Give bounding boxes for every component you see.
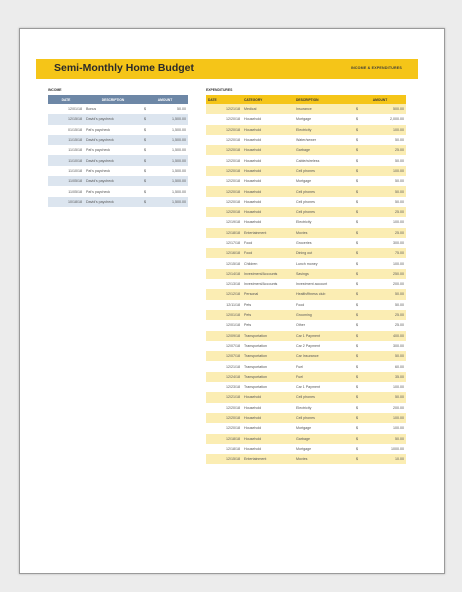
expenditure-description-cell: Groceries	[294, 238, 354, 248]
expenditure-currency-cell: $	[354, 289, 364, 299]
income-section-label: INCOME	[48, 88, 62, 92]
expenditure-date-cell: 12/07/18	[206, 351, 242, 361]
expenditure-row	[206, 228, 406, 238]
expenditure-description-cell: Mortgage	[294, 176, 354, 186]
expenditure-row	[206, 372, 406, 382]
income-description-cell: David's paycheck	[84, 155, 142, 165]
expenditure-date-cell: 12/17/18	[206, 238, 242, 248]
expenditure-date-cell: 12/12/18	[206, 289, 242, 299]
expenditure-amount-cell: 100.00	[364, 217, 406, 227]
expenditure-row	[206, 331, 406, 341]
expenditure-amount-cell: 250.00	[364, 269, 406, 279]
income-header-amount: AMOUNT	[142, 95, 188, 104]
expenditure-row	[206, 145, 406, 155]
expenditure-description-cell: Cell phones	[294, 413, 354, 423]
expenditure-amount-cell: 50.00	[364, 351, 406, 361]
expenditure-description-cell: Cell phones	[294, 166, 354, 176]
income-description-cell: David's paycheck	[84, 197, 142, 207]
expenditure-date-cell: 12/21/18	[206, 104, 242, 114]
expenditure-category-cell: Household	[242, 423, 294, 433]
page-title: Semi-Monthly Home Budget	[54, 62, 195, 74]
income-row	[48, 135, 188, 145]
expenditure-currency-cell: $	[354, 258, 364, 268]
expenditure-category-cell: Household	[242, 434, 294, 444]
expenditure-amount-cell: 25.00	[364, 320, 406, 330]
income-description-cell: Pat's paycheck	[84, 166, 142, 176]
expenditure-description-cell: Movies	[294, 228, 354, 238]
expenditure-description-cell: Health/fitness club	[294, 289, 354, 299]
income-amount-cell: 1,500.00	[152, 186, 188, 196]
expenditure-amount-cell: 25.00	[364, 145, 406, 155]
income-currency-cell: $	[142, 145, 152, 155]
expenditure-row	[206, 279, 406, 289]
expenditure-amount-cell: 25.00	[364, 228, 406, 238]
expenditure-row	[206, 341, 406, 351]
expenditure-date-cell: 12/14/18	[206, 269, 242, 279]
income-row	[48, 166, 188, 176]
expenditure-category-cell: Medical	[242, 104, 294, 114]
expenditure-row	[206, 207, 406, 217]
expenditure-description-cell: Garbage	[294, 145, 354, 155]
expenditure-category-cell: Household	[242, 114, 294, 124]
expenditure-row	[206, 289, 406, 299]
income-table	[48, 95, 188, 207]
expenditure-row	[206, 361, 406, 371]
income-amount-cell: 1,500.00	[152, 166, 188, 176]
expenditures-header-amount: AMOUNT	[354, 95, 406, 104]
expenditure-description-cell: Electricity	[294, 125, 354, 135]
expenditure-row	[206, 382, 406, 392]
income-amount-cell: 1,500.00	[152, 125, 188, 135]
income-amount-cell: 1,500.00	[152, 135, 188, 145]
expenditure-description-cell: Lunch money	[294, 258, 354, 268]
expenditure-currency-cell: $	[354, 320, 364, 330]
income-description-cell: Pat's paycheck	[84, 186, 142, 196]
expenditure-currency-cell: $	[354, 372, 364, 382]
expenditure-description-cell: Investment account	[294, 279, 354, 289]
expenditure-date-cell: 12/01/18	[206, 310, 242, 320]
expenditures-header-row	[206, 95, 406, 104]
expenditure-amount-cell: 100.00	[364, 125, 406, 135]
income-header-description: DESCRIPTION	[84, 95, 142, 104]
expenditure-amount-cell: 75.00	[364, 248, 406, 258]
expenditure-row	[206, 300, 406, 310]
expenditure-currency-cell: $	[354, 238, 364, 248]
expenditure-currency-cell: $	[354, 176, 364, 186]
expenditure-category-cell: Pets	[242, 310, 294, 320]
expenditure-description-cell: Cell phones	[294, 197, 354, 207]
expenditure-category-cell: Household	[242, 392, 294, 402]
expenditure-date-cell: 12/21/18	[206, 361, 242, 371]
expenditure-category-cell: Household	[242, 155, 294, 165]
expenditure-amount-cell: 100.00	[364, 382, 406, 392]
expenditure-currency-cell: $	[354, 155, 364, 165]
expenditure-date-cell: 12/16/18	[206, 248, 242, 258]
expenditure-amount-cell: 35.00	[364, 372, 406, 382]
expenditure-category-cell: Entertainment	[242, 454, 294, 464]
expenditure-amount-cell: 50.00	[364, 300, 406, 310]
expenditure-date-cell: 12/09/18	[206, 331, 242, 341]
expenditure-category-cell: Transportation	[242, 372, 294, 382]
expenditure-row	[206, 413, 406, 423]
expenditure-category-cell: Transportation	[242, 382, 294, 392]
expenditure-date-cell: 12/20/18	[206, 145, 242, 155]
expenditure-date-cell: 12/20/18	[206, 125, 242, 135]
expenditure-category-cell: Household	[242, 166, 294, 176]
income-amount-cell: 1,500.00	[152, 197, 188, 207]
expenditure-amount-cell: 25.00	[364, 310, 406, 320]
expenditure-date-cell: 12/20/18	[206, 166, 242, 176]
expenditure-row	[206, 186, 406, 196]
expenditure-currency-cell: $	[354, 186, 364, 196]
expenditure-category-cell: Food	[242, 248, 294, 258]
expenditure-description-cell: Food	[294, 300, 354, 310]
expenditure-amount-cell: 1000.00	[364, 444, 406, 454]
expenditure-amount-cell: 200.00	[364, 279, 406, 289]
expenditure-amount-cell: 500.00	[364, 104, 406, 114]
income-currency-cell: $	[142, 135, 152, 145]
expenditure-description-cell: Mortgage	[294, 444, 354, 454]
expenditure-description-cell: Cell phones	[294, 392, 354, 402]
expenditure-date-cell: 12/19/18	[206, 217, 242, 227]
expenditure-category-cell: Household	[242, 176, 294, 186]
expenditure-category-cell: Investment/Accounts	[242, 269, 294, 279]
expenditure-row	[206, 217, 406, 227]
income-amount-cell: 50.00	[152, 104, 188, 114]
expenditure-date-cell: 12/20/18	[206, 114, 242, 124]
expenditure-amount-cell: 100.00	[364, 258, 406, 268]
income-date-cell: 11/15/18	[48, 135, 84, 145]
income-description-cell: David's paycheck	[84, 176, 142, 186]
expenditure-category-cell: Transportation	[242, 331, 294, 341]
income-date-cell: 12/15/18	[48, 114, 84, 124]
income-row	[48, 125, 188, 135]
expenditure-row	[206, 269, 406, 279]
income-date-cell: 12/01/18	[48, 104, 84, 114]
expenditure-amount-cell: 50.00	[364, 434, 406, 444]
expenditure-amount-cell: 2,000.00	[364, 114, 406, 124]
expenditure-description-cell: Movies	[294, 454, 354, 464]
income-date-cell: 01/15/18	[48, 125, 84, 135]
income-row	[48, 155, 188, 165]
expenditure-date-cell: 12/18/18	[206, 444, 242, 454]
expenditures-header-date: DATE	[206, 95, 242, 104]
expenditure-currency-cell: $	[354, 413, 364, 423]
expenditure-description-cell: Fuel	[294, 361, 354, 371]
expenditure-description-cell: Insurance	[294, 104, 354, 114]
expenditure-currency-cell: $	[354, 403, 364, 413]
expenditures-table	[206, 95, 406, 464]
expenditure-date-cell: 12/07/18	[206, 341, 242, 351]
income-date-cell: 11/10/18	[48, 166, 84, 176]
expenditure-date-cell: 12/23/18	[206, 382, 242, 392]
expenditure-category-cell: Pets	[242, 320, 294, 330]
expenditure-amount-cell: 25.00	[364, 207, 406, 217]
expenditure-amount-cell: 100.00	[364, 423, 406, 433]
expenditure-category-cell: Pets	[242, 300, 294, 310]
expenditure-date-cell: 12/24/18	[206, 372, 242, 382]
expenditure-description-cell: Car 1 Payment	[294, 331, 354, 341]
income-row	[48, 145, 188, 155]
expenditure-amount-cell: 60.00	[364, 361, 406, 371]
expenditure-description-cell: Cell phones	[294, 186, 354, 196]
expenditure-date-cell: 12/18/18	[206, 228, 242, 238]
expenditure-description-cell: Car 1 Payment	[294, 382, 354, 392]
expenditure-description-cell: Car 2 Payment	[294, 341, 354, 351]
expenditures-header-category: CATEGORY	[242, 95, 294, 104]
expenditure-category-cell: Household	[242, 444, 294, 454]
page-subtitle: INCOME & EXPENDITURES	[350, 66, 402, 70]
expenditure-description-cell: Other	[294, 320, 354, 330]
income-row	[48, 104, 188, 114]
expenditure-amount-cell: 200.00	[364, 403, 406, 413]
income-description-cell: Bonus	[84, 104, 142, 114]
expenditure-description-cell: Savings	[294, 269, 354, 279]
expenditures-section-label: EXPENDITURES	[206, 88, 233, 92]
expenditure-currency-cell: $	[354, 454, 364, 464]
income-row	[48, 186, 188, 196]
expenditure-currency-cell: $	[354, 104, 364, 114]
expenditure-row	[206, 114, 406, 124]
expenditure-row	[206, 248, 406, 258]
expenditure-currency-cell: $	[354, 310, 364, 320]
expenditure-currency-cell: $	[354, 114, 364, 124]
income-date-cell: 10/18/18	[48, 197, 84, 207]
expenditure-row	[206, 444, 406, 454]
expenditure-category-cell: Personal	[242, 289, 294, 299]
expenditure-description-cell: Dining out	[294, 248, 354, 258]
income-date-cell: 11/05/18	[48, 176, 84, 186]
income-currency-cell: $	[142, 176, 152, 186]
income-currency-cell: $	[142, 197, 152, 207]
expenditure-amount-cell: 50.00	[364, 197, 406, 207]
expenditure-row	[206, 351, 406, 361]
income-row	[48, 197, 188, 207]
expenditure-currency-cell: $	[354, 351, 364, 361]
expenditure-category-cell: Household	[242, 217, 294, 227]
income-amount-cell: 1,500.00	[152, 114, 188, 124]
expenditure-row	[206, 155, 406, 165]
expenditure-currency-cell: $	[354, 341, 364, 351]
expenditure-currency-cell: $	[354, 392, 364, 402]
expenditure-date-cell: 12/20/18	[206, 186, 242, 196]
expenditure-date-cell: 12/20/18	[206, 155, 242, 165]
expenditure-row	[206, 454, 406, 464]
expenditure-date-cell: 12/20/18	[206, 176, 242, 186]
expenditure-date-cell: 12/21/18	[206, 392, 242, 402]
expenditure-currency-cell: $	[354, 217, 364, 227]
expenditure-date-cell: 12/20/18	[206, 135, 242, 145]
expenditure-date-cell: 12/20/18	[206, 423, 242, 433]
expenditure-category-cell: Investment/Accounts	[242, 279, 294, 289]
expenditure-row	[206, 125, 406, 135]
expenditure-row	[206, 392, 406, 402]
expenditure-currency-cell: $	[354, 279, 364, 289]
expenditure-row	[206, 320, 406, 330]
expenditure-description-cell: Water/sewer	[294, 135, 354, 145]
expenditure-amount-cell: 400.00	[364, 331, 406, 341]
expenditure-currency-cell: $	[354, 125, 364, 135]
expenditure-row	[206, 176, 406, 186]
expenditure-row	[206, 238, 406, 248]
expenditure-currency-cell: $	[354, 166, 364, 176]
expenditure-category-cell: Household	[242, 403, 294, 413]
expenditure-amount-cell: 50.00	[364, 186, 406, 196]
expenditure-date-cell: 12/01/18	[206, 320, 242, 330]
expenditure-currency-cell: $	[354, 135, 364, 145]
expenditure-description-cell: Grooming	[294, 310, 354, 320]
expenditure-row	[206, 434, 406, 444]
income-header-row	[48, 95, 188, 104]
expenditure-row	[206, 135, 406, 145]
expenditure-date-cell: 12/18/18	[206, 434, 242, 444]
income-date-cell: 11/15/18	[48, 145, 84, 155]
income-date-cell: 11/05/18	[48, 186, 84, 196]
expenditure-description-cell: Electricity	[294, 403, 354, 413]
expenditure-row	[206, 258, 406, 268]
expenditure-description-cell: Mortgage	[294, 114, 354, 124]
income-amount-cell: 1,500.00	[152, 176, 188, 186]
income-description-cell: Pat's paycheck	[84, 125, 142, 135]
income-currency-cell: $	[142, 125, 152, 135]
income-amount-cell: 1,500.00	[152, 145, 188, 155]
income-currency-cell: $	[142, 166, 152, 176]
income-description-cell: Pat's paycheck	[84, 145, 142, 155]
expenditure-currency-cell: $	[354, 197, 364, 207]
income-row	[48, 176, 188, 186]
expenditures-header-description: DESCRIPTION	[294, 95, 354, 104]
expenditure-category-cell: Transportation	[242, 361, 294, 371]
income-description-cell: David's paycheck	[84, 135, 142, 145]
expenditure-description-cell: Mortgage	[294, 423, 354, 433]
expenditure-category-cell: Food	[242, 238, 294, 248]
expenditure-currency-cell: $	[354, 248, 364, 258]
expenditure-category-cell: Household	[242, 197, 294, 207]
expenditure-description-cell: Electricity	[294, 217, 354, 227]
income-currency-cell: $	[142, 104, 152, 114]
expenditure-category-cell: Household	[242, 145, 294, 155]
expenditure-description-cell: Cell phones	[294, 207, 354, 217]
expenditure-category-cell: Transportation	[242, 341, 294, 351]
expenditure-amount-cell: 300.00	[364, 238, 406, 248]
income-description-cell: David's paycheck	[84, 114, 142, 124]
expenditure-date-cell: 12/20/18	[206, 413, 242, 423]
expenditure-currency-cell: $	[354, 444, 364, 454]
expenditure-currency-cell: $	[354, 228, 364, 238]
expenditure-date-cell: 12/20/18	[206, 207, 242, 217]
expenditure-currency-cell: $	[354, 361, 364, 371]
expenditure-category-cell: Household	[242, 207, 294, 217]
income-header-date: DATE	[48, 95, 84, 104]
expenditure-amount-cell: 50.00	[364, 155, 406, 165]
income-currency-cell: $	[142, 114, 152, 124]
expenditure-currency-cell: $	[354, 434, 364, 444]
expenditure-description-cell: Fuel	[294, 372, 354, 382]
expenditure-category-cell: Transportation	[242, 351, 294, 361]
expenditure-row	[206, 166, 406, 176]
expenditure-description-cell: Garbage	[294, 434, 354, 444]
expenditure-description-cell: Cable/wireless	[294, 155, 354, 165]
expenditure-row	[206, 104, 406, 114]
expenditure-amount-cell: 50.00	[364, 289, 406, 299]
expenditure-category-cell: Children	[242, 258, 294, 268]
expenditure-currency-cell: $	[354, 269, 364, 279]
expenditure-date-cell: 12/13/18	[206, 279, 242, 289]
income-row	[48, 114, 188, 124]
expenditure-currency-cell: $	[354, 207, 364, 217]
expenditure-amount-cell: 50.00	[364, 176, 406, 186]
expenditure-date-cell: 12/20/18	[206, 197, 242, 207]
expenditure-amount-cell: 50.00	[364, 135, 406, 145]
expenditure-category-cell: Household	[242, 135, 294, 145]
expenditure-category-cell: Household	[242, 413, 294, 423]
expenditure-category-cell: Entertainment	[242, 228, 294, 238]
expenditure-amount-cell: 100.00	[364, 166, 406, 176]
expenditure-date-cell: 12/15/18	[206, 454, 242, 464]
expenditure-amount-cell: 300.00	[364, 341, 406, 351]
income-currency-cell: $	[142, 186, 152, 196]
expenditure-row	[206, 197, 406, 207]
expenditure-currency-cell: $	[354, 145, 364, 155]
expenditure-amount-cell: 50.00	[364, 392, 406, 402]
title-banner	[36, 59, 418, 79]
expenditure-category-cell: Household	[242, 186, 294, 196]
expenditure-currency-cell: $	[354, 300, 364, 310]
expenditure-description-cell: Car Insurance	[294, 351, 354, 361]
expenditure-currency-cell: $	[354, 382, 364, 392]
expenditure-category-cell: Household	[242, 125, 294, 135]
expenditure-date-cell: 12/11/18	[206, 300, 242, 310]
expenditure-row	[206, 403, 406, 413]
expenditure-date-cell: 12/20/18	[206, 403, 242, 413]
expenditure-date-cell: 12/15/18	[206, 258, 242, 268]
income-date-cell: 11/10/18	[48, 155, 84, 165]
expenditure-row	[206, 310, 406, 320]
income-amount-cell: 1,500.00	[152, 155, 188, 165]
expenditure-amount-cell: 10.00	[364, 454, 406, 464]
expenditure-amount-cell: 100.00	[364, 413, 406, 423]
expenditure-currency-cell: $	[354, 331, 364, 341]
income-currency-cell: $	[142, 155, 152, 165]
expenditure-currency-cell: $	[354, 423, 364, 433]
expenditure-row	[206, 423, 406, 433]
